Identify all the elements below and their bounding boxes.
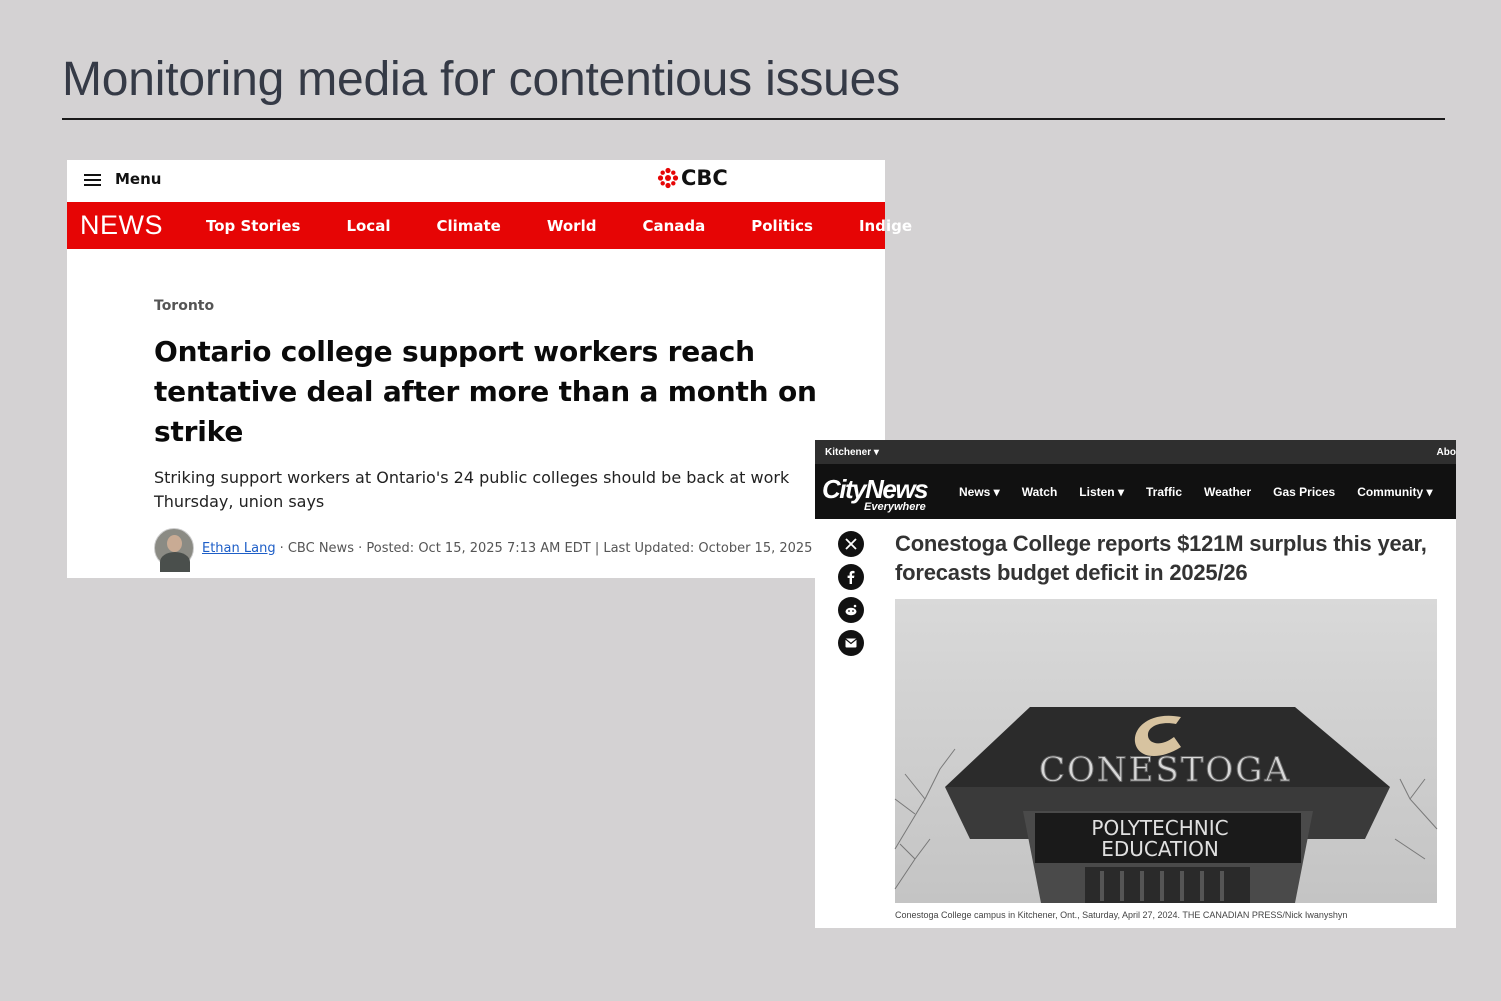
news-logo[interactable]: NEWS [80,210,163,240]
citynews-logo-sub: Everywhere [864,500,926,513]
author-avatar [154,528,194,568]
nav-news[interactable]: News ▾ [959,484,1000,499]
citynews-logo[interactable] [822,472,937,512]
cbc-logo-text: CBC [681,166,728,190]
nav-weather[interactable]: Weather [1204,484,1252,499]
nav-politics[interactable]: Politics [751,216,813,235]
cbc-header [67,160,885,202]
cbc-nav-bar [67,202,913,249]
section-label[interactable]: Toronto [154,298,215,314]
article-deck: Striking support workers at Ontario's 24 public colleges should be back at work Thursday, union says [154,468,790,511]
citynews-nav-bar [815,464,1456,519]
nav-indigenous[interactable]: Indige [858,216,913,235]
conestoga-sign-photo [895,599,1437,903]
photo-sign-bottom-1: POLYTECHNIC [1091,816,1229,840]
citynews-top-strip [815,440,1456,464]
photo-caption: Conestoga College campus in Kitchener, Ont., Saturday, April 27, 2024. THE CANADIAN PRESS/Nick Iwanyshyn [895,910,1348,920]
slide-title: Monitoring media for contentious issues [62,53,900,106]
photo-sign-bottom-2: EDUCATION [1101,837,1219,861]
photo-illustration [895,599,1437,903]
menu-label: Menu [115,170,162,188]
nav-local[interactable]: Local [346,216,391,235]
article-headline: Conestoga College reports $121M surplus this year, forecasts budget deficit in 2025/26 [895,531,1427,585]
byline [154,528,824,568]
author-link[interactable]: Ethan Lang [202,540,276,556]
x-icon[interactable] [838,531,864,557]
title-divider [62,118,1445,120]
nav-gas-prices[interactable]: Gas Prices [1273,484,1336,499]
reddit-icon[interactable] [838,597,864,623]
nav-community[interactable]: Community ▾ [1357,484,1433,499]
hamburger-icon [84,173,101,186]
article-headline: Ontario college support workers reach tentative deal after more than a month on strike [154,335,817,448]
citynews-logo-main: CityNews [822,473,928,504]
nav-world[interactable]: World [546,216,597,235]
about-link[interactable]: Abo [1436,447,1456,458]
nav-climate[interactable]: Climate [436,216,501,235]
email-icon[interactable] [838,630,864,656]
byline-meta: · CBC News · Posted: Oct 15, 2025 7:13 AM EDT | Last Updated: October 15, 2025 [279,540,813,556]
nav-traffic[interactable]: Traffic [1145,484,1182,499]
menu-button[interactable] [84,170,161,188]
nav-watch[interactable]: Watch [1021,484,1058,499]
cbc-gem-icon [657,167,679,189]
cbc-article [154,298,824,568]
nav-listen[interactable]: Listen ▾ [1079,484,1124,499]
nav-top-stories[interactable]: Top Stories [206,216,301,235]
facebook-icon[interactable] [838,564,864,590]
nav-canada[interactable]: Canada [642,216,706,235]
location-dropdown[interactable]: Kitchener ▾ [825,447,879,458]
photo-sign-top: CONESTOGA [1038,750,1292,790]
cbc-logo[interactable] [657,166,728,190]
citynews-article-screenshot [815,440,1456,928]
